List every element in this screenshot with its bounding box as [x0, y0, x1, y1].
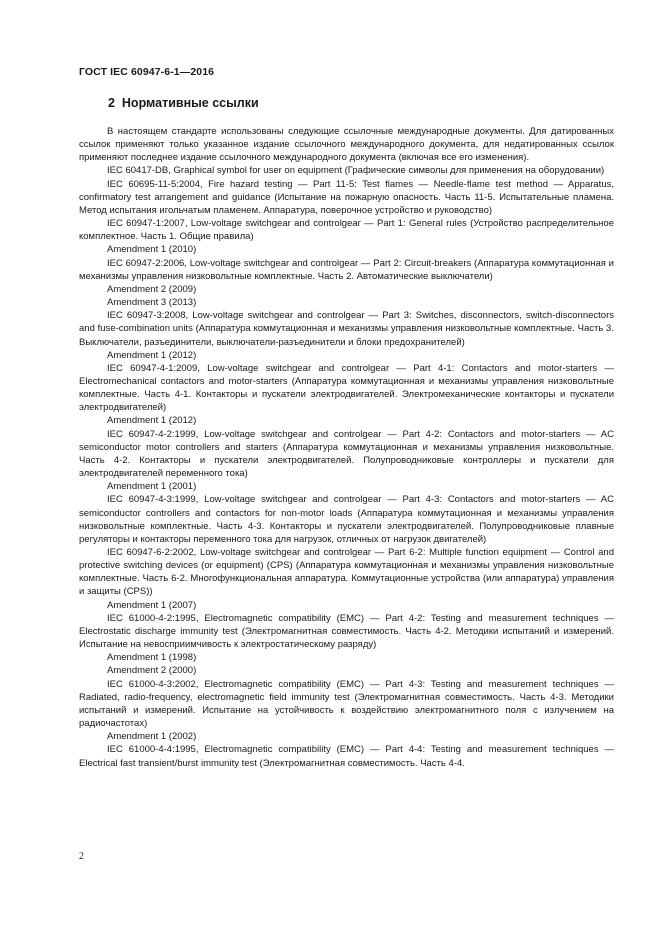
references-body: [79, 125, 614, 770]
reference-item: IEC 60947-3:2008, Low-voltage switchgear and controlgear — Part 3: Switches, disconnectors, switch-disconnectors and fuse-combination units (Аппаратура коммутационная и механизмы управления низковольтные комплектные. Часть 3. Выключатели, разъединители, выключатели-разъединители и блоки предохранителей): [79, 310, 614, 348]
section-number: 2: [108, 96, 115, 110]
amendment-item: Amendment 1 (1998): [107, 652, 197, 664]
reference-item: IEC 60947-4-1:2009, Low-voltage switchgear and controlgear — Part 4-1: Contactors and motor-starters — Electromechanical contactors and motor-starters (Аппаратура коммутационная и механизмы управления низковольтные комплектные. Часть 4-1. Контакторы и пускатели электродвигателей. Электромеханические контакторы и пускатели электродвигателей): [79, 362, 614, 414]
reference-item: IEC 60947-4-2:1999, Low-voltage switchgear and controlgear — Part 4-2: Contactors and motor-starters — AC semiconductor motor controllers and starters (Аппаратура коммутационная и механизмы управления низковольтные. Часть 4-2. Контакторы и пускатели электродвигателей. Полупроводниковые контроллеры и пускатели для электродвигателей переменного тока): [79, 428, 614, 480]
reference-item: IEC 61000-4-3:2002, Electromagnetic compatibility (EMC) — Part 4-3: Testing and measurement techniques — Radiated, radio-frequency, electromagnetic field immunity test (Электромагнитная совместимость. Часть 4-3. Методики испытаний и измерений. Испытание на устойчивость к воздействию электромагнитного поля с излучением на радиочастотах): [79, 678, 614, 730]
document-header: ГОСТ IEC 60947-6-1—2016: [79, 66, 215, 78]
reference-item: IEC 60417-DB, Graphical symbol for user on equipment (Графические символы для применения на оборудовании): [107, 165, 605, 177]
reference-item: IEC 60947-6-2:2002, Low-voltage switchgear and controlgear — Part 6-2: Multiple function equipment — Control and protective switching devices (or equipment) (CPS) (Аппаратура коммутационная и механизмы управления низковольтные комплектные. Часть 6-2. Многофункциональная аппаратура. Коммутационные устройства (или аппаратура) управления и защиты (CPS)): [79, 547, 614, 598]
amendment-item: Amendment 1 (2010): [107, 244, 197, 256]
amendment-item: Amendment 1 (2012): [107, 349, 197, 361]
amendment-item: Amendment 1 (2001): [107, 481, 197, 493]
amendment-item: Amendment 3 (2013): [107, 297, 197, 309]
reference-item: IEC 60947-2:2006, Low-voltage switchgear and controlgear — Part 2: Circuit-breakers (Аппаратура коммутационная и механизмы управления низковольтные комплектные. Часть 2. Автоматические выключатели): [79, 257, 614, 282]
amendment-item: Amendment 2 (2009): [107, 283, 197, 295]
amendment-item: Amendment 1 (2012): [107, 415, 197, 427]
amendment-item: Amendment 1 (2002): [107, 731, 197, 743]
reference-item: IEC 61000-4-4:1995, Electromagnetic compatibility (EMC) — Part 4-4: Testing and measurement techniques — Electrical fast transient/burst immunity test (Электромагнитная совместимость. Часть 4-4.: [79, 744, 614, 769]
reference-item: IEC 60947-4-3:1999, Low-voltage switchgear and controlgear — Part 4-3: Contactors and motor-starters — AC semiconductor controllers and contactors for non-motor loads (Аппаратура коммутационная и механизмы управления низковольтные комплектные. Часть 4-3. Контакторы и пускатели электродвигателей. Полупроводниковые плавные регуляторы и контакторы переменного тока для нагрузок, отличных от нагрузок двигателей): [79, 494, 614, 545]
amendment-item: Amendment 2 (2000): [107, 665, 197, 677]
page-number: 2: [79, 851, 84, 862]
intro-paragraph: В настоящем стандарте использованы следующие ссылочные международные документы. Для датированных ссылок применяют только указанное издание ссылочного международного документа, для недатированных ссылок применяют последнее издание ссылочного международного документа (включая все его изменения).: [79, 126, 614, 164]
section-title: Нормативные ссылки: [121, 96, 259, 110]
reference-item: IEC 60947-1:2007, Low-voltage switchgear and controlgear — Part 1: General rules (Устройство распределительное комплектное. Часть 1. Общие правила): [79, 218, 614, 243]
reference-item: IEC 61000-4-2:1995, Electromagnetic compatibility (EMC) — Part 4-2: Testing and measurement techniques — Electrostatic discharge immunity test (Электромагнитная совместимость. Часть 4-2. Методики испытаний и измерений. Испытание на невосприимчивость к электростатическому разряду): [79, 612, 614, 651]
reference-item: IEC 60695-11-5:2004, Fire hazard testing — Part 11-5: Test flames — Needle-flame test method — Apparatus, confirmatory test arrangement and guidance (Испытание на пожарную опасность. Часть 11-5. Испытательные пламена. Метод испытания игольчатым пламенем. Аппаратура, поверочное устройство и руководство): [79, 178, 614, 216]
section-heading: [108, 96, 259, 110]
amendment-item: Amendment 1 (2007): [107, 599, 197, 611]
